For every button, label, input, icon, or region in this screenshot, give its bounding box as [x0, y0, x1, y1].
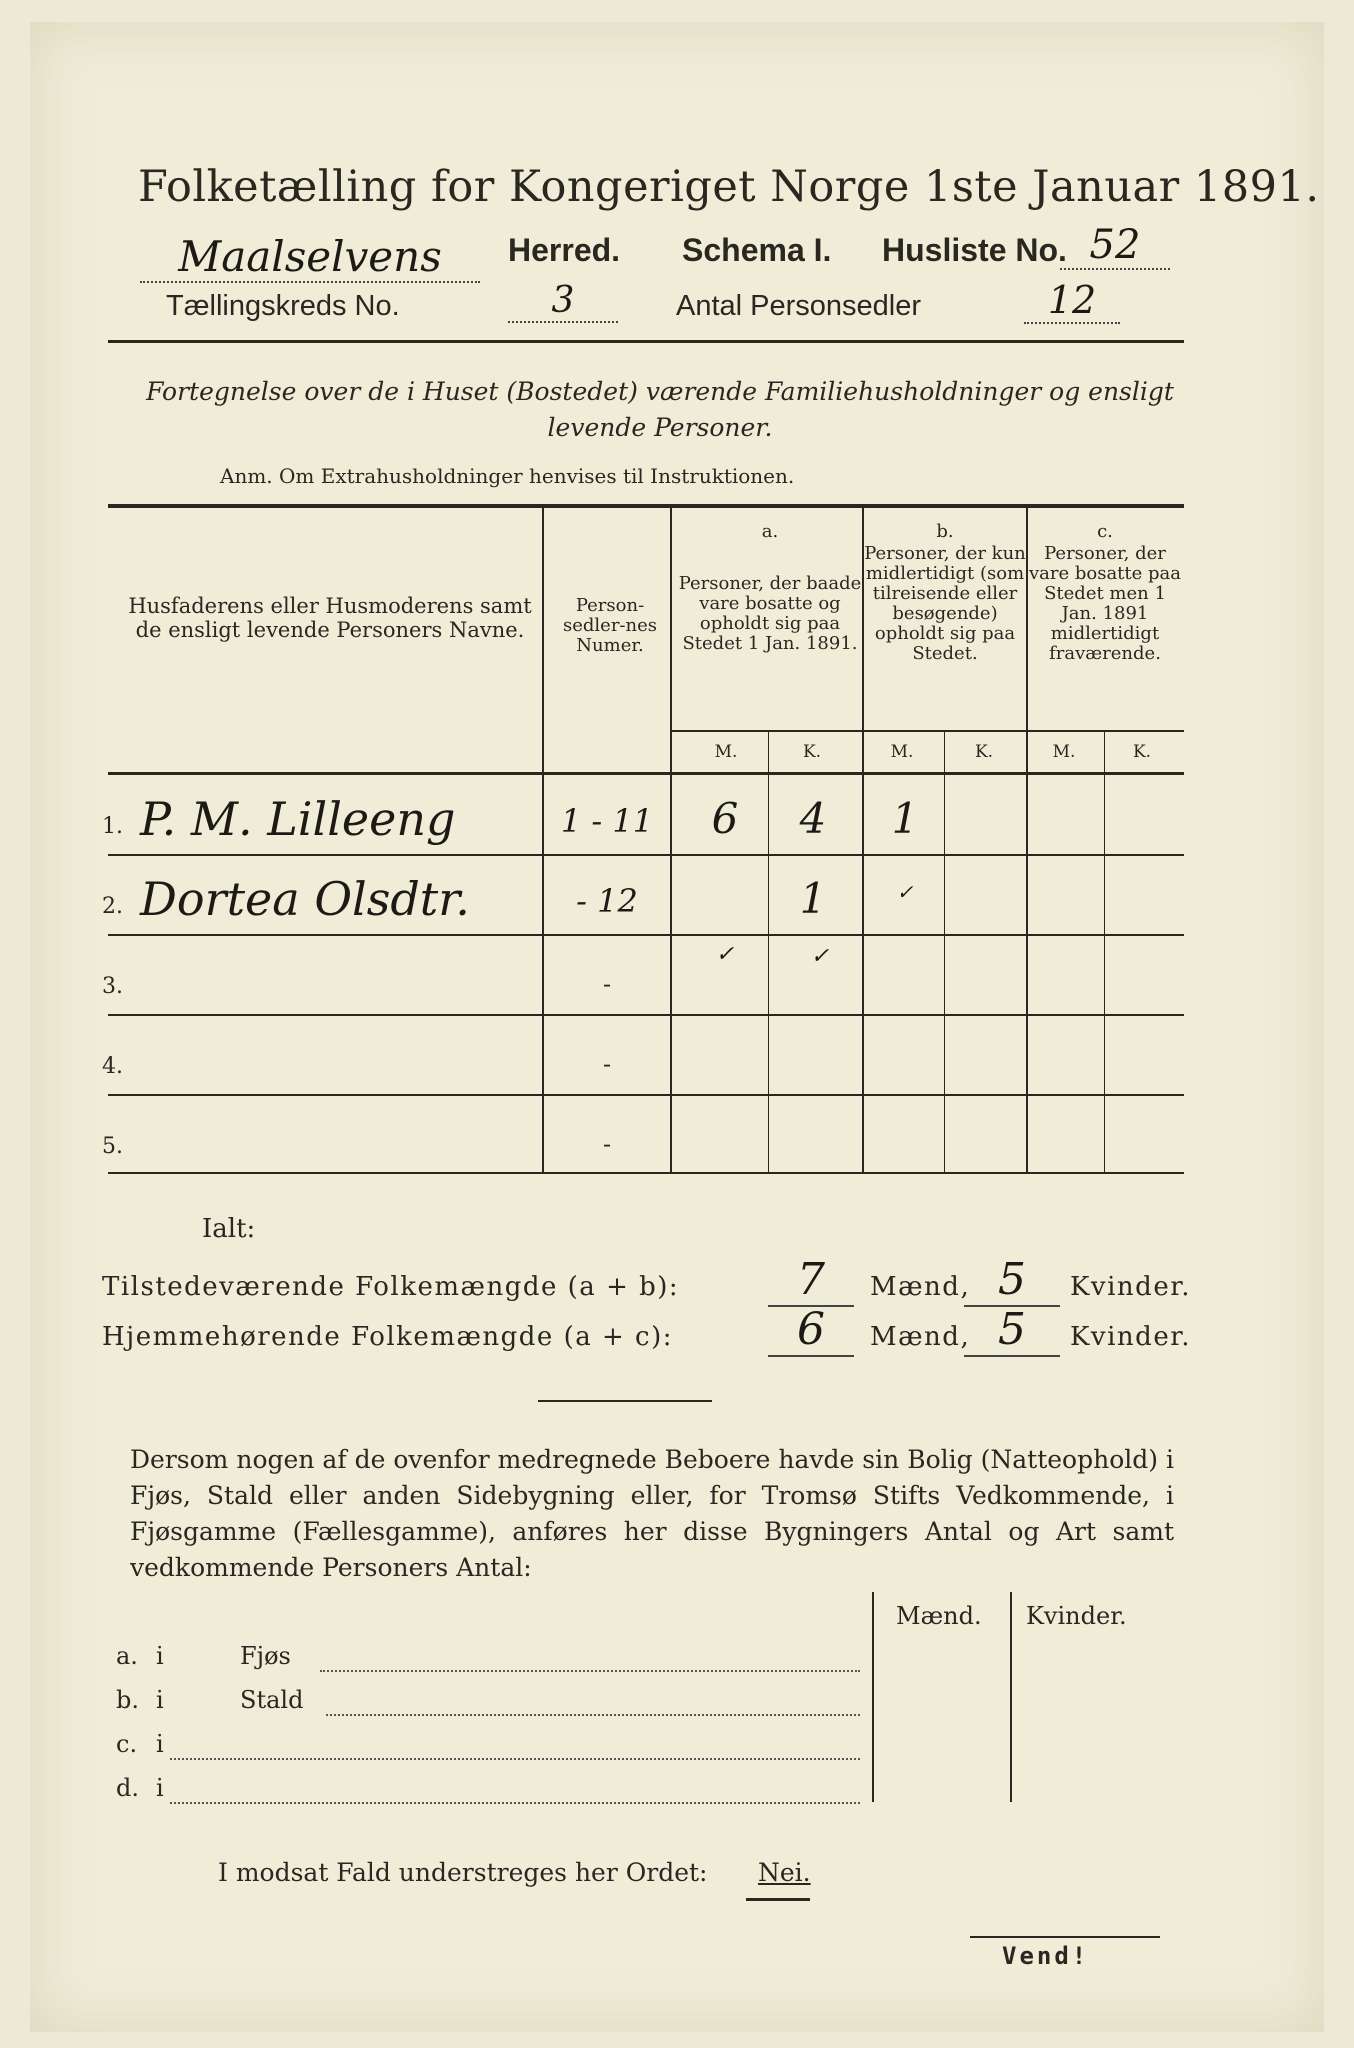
row-number: 1.: [102, 814, 123, 839]
nei-word: Nei.: [758, 1858, 811, 1887]
col-a-letter: a.: [761, 521, 779, 542]
antal-label: Antal Personsedler: [676, 290, 922, 322]
outbuilding-prep: i: [156, 1642, 164, 1670]
vline-b: [1026, 508, 1028, 1172]
outbuilding-letter: d.: [116, 1774, 139, 1802]
antal-number: 12: [1024, 278, 1120, 324]
vline-c-mk: [1104, 732, 1105, 1172]
outbuilding-prep: i: [156, 1686, 164, 1714]
vline-numer: [670, 508, 672, 1172]
outbuilding-letter: a.: [116, 1642, 138, 1670]
hjemme-kvinder-label: Kvinder.: [1070, 1322, 1192, 1352]
hjemme-label: Hjemmehørende Folkemængde (a + c):: [102, 1322, 673, 1352]
row-person-numer: 1 - 11: [560, 802, 654, 840]
tilstede-maend-value: 7: [768, 1254, 854, 1307]
husliste-label: Husliste No.: [882, 232, 1067, 268]
row-line-4: [108, 1094, 1184, 1096]
table-header-rule: [108, 772, 1184, 775]
row-name: Dortea Olsdtr.: [140, 872, 470, 926]
row-a-k: 1: [799, 874, 827, 923]
row-b-m-check: ✓: [896, 880, 914, 904]
row-name: P. M. Lilleeng: [140, 792, 456, 846]
col-c-letter: c.: [1097, 521, 1113, 542]
row-line-3: [108, 1014, 1184, 1016]
col-c-header: Personer, der vare bosatte paa Stedet men 1 Jan. 1891 midlertidigt fraværende.: [1028, 543, 1182, 664]
row-line-2: [108, 934, 1184, 936]
outbuilding-label: Fjøs: [240, 1642, 291, 1670]
form-title: Folketælling for Kongeriget Norge 1ste Januar 1891.: [138, 162, 1320, 212]
nei-underline: [746, 1898, 810, 1901]
tilstede-label: Tilstedeværende Folkemængde (a + b):: [102, 1272, 680, 1302]
col-c-m: M.: [1052, 742, 1076, 762]
modsat-text: I modsat Fald understreges her Ordet:: [218, 1858, 708, 1887]
kreds-label: Tællingskreds No.: [166, 290, 400, 322]
row-number: 2.: [102, 894, 123, 919]
vend-label: Vend!: [1002, 1942, 1090, 1970]
row-person-numer: -: [602, 1050, 612, 1078]
tilstede-kvinder-value: 5: [964, 1254, 1060, 1307]
header-rule: [108, 340, 1184, 343]
outbuilding-letter: c.: [116, 1730, 138, 1758]
vend-rule: [970, 1936, 1160, 1938]
col-b-k: K.: [974, 742, 994, 762]
mk-hline: [670, 730, 1184, 732]
annotation-note: Anm. Om Extrahusholdninger henvises til Instruktionen.: [220, 464, 795, 488]
hjemme-maend-value: 6: [768, 1304, 854, 1357]
col-b-letter: b.: [936, 521, 954, 542]
vline-names: [542, 508, 544, 1172]
col-b-m: M.: [890, 742, 914, 762]
outbuildings-maend-header: Mænd.: [896, 1602, 982, 1630]
tilstede-kvinder-label: Kvinder.: [1070, 1272, 1192, 1302]
subtitle: Fortegnelse over de i Huset (Bostedet) værende Familiehusholdninger og ensligt levende Personer.: [146, 377, 1174, 442]
col-b-header: Personer, der kun midlertidigt (som tilreisende eller besøgende) opholdt sig paa Stedet.: [864, 543, 1026, 664]
ialt-label: Ialt:: [202, 1214, 256, 1244]
row-a-k: 4: [799, 794, 827, 843]
row-number: 3.: [102, 974, 123, 999]
row-a-k-check: ✓: [810, 944, 830, 969]
col-header-names: Husfaderens eller Husmoderens samt de ensligt levende Personers Navne.: [128, 594, 532, 642]
vline-b-mk: [944, 732, 945, 1172]
herred-name: Maalselvens: [140, 232, 480, 283]
row-person-numer: - 12: [576, 882, 638, 920]
herred-label: Herred.: [508, 232, 621, 268]
col-a-k: K.: [802, 742, 822, 762]
outbuildings-kvinder-header: Kvinder.: [1026, 1602, 1127, 1630]
col-a-header: Personer, der baade vare bosatte og opholdt sig paa Stedet 1 Jan. 1891.: [678, 573, 862, 654]
row-person-numer: -: [602, 970, 612, 998]
outbuilding-prep: i: [156, 1774, 164, 1802]
outbuilding-letter: b.: [116, 1686, 139, 1714]
table-bottom-rule: [108, 1172, 1184, 1174]
vline-a: [862, 508, 864, 1172]
row-a-m: 6: [711, 794, 739, 843]
hjemme-kvinder-value: 5: [964, 1304, 1060, 1357]
row-number: 4.: [102, 1054, 123, 1079]
col-header-numer: Person-sedler-nes Numer.: [563, 595, 657, 656]
husliste-number: 52: [1060, 222, 1170, 270]
outbuildings-vline-2: [1010, 1592, 1012, 1802]
outbuilding-prep: i: [156, 1730, 164, 1758]
kreds-number: 3: [508, 280, 618, 323]
outbuildings-vline-1: [872, 1592, 874, 1802]
outbuilding-label: Stald: [240, 1686, 304, 1714]
row-number: 5.: [102, 1134, 123, 1159]
herred-row: [140, 232, 480, 283]
row-a-m-check: ✓: [715, 942, 735, 967]
table-top-rule: [108, 504, 1184, 508]
row-person-numer: -: [602, 1130, 612, 1158]
schema-label: Schema I.: [682, 232, 832, 268]
row-b-m: 1: [891, 794, 919, 843]
sidebygning-paragraph: Dersom nogen af de ovenfor medregnede Beboere havde sin Bolig (Natteophold) i Fjøs, Stald eller anden Sidebygning eller, for Tromsø Stifts Vedkommende, i Fjøsgamme (Fællesgamme), anføres her disse Bygningers Antal og Art samt vedkommende Personers Antal:: [130, 1445, 1174, 1582]
col-a-m: M.: [714, 742, 738, 762]
tilstede-maend-label: Mænd,: [870, 1272, 971, 1302]
section-divider: [538, 1400, 712, 1402]
census-form-page: [30, 22, 1324, 2032]
row-line-1: [108, 854, 1184, 856]
hjemme-maend-label: Mænd,: [870, 1322, 971, 1352]
vline-a-mk: [768, 732, 769, 1172]
col-c-k: K.: [1132, 742, 1152, 762]
